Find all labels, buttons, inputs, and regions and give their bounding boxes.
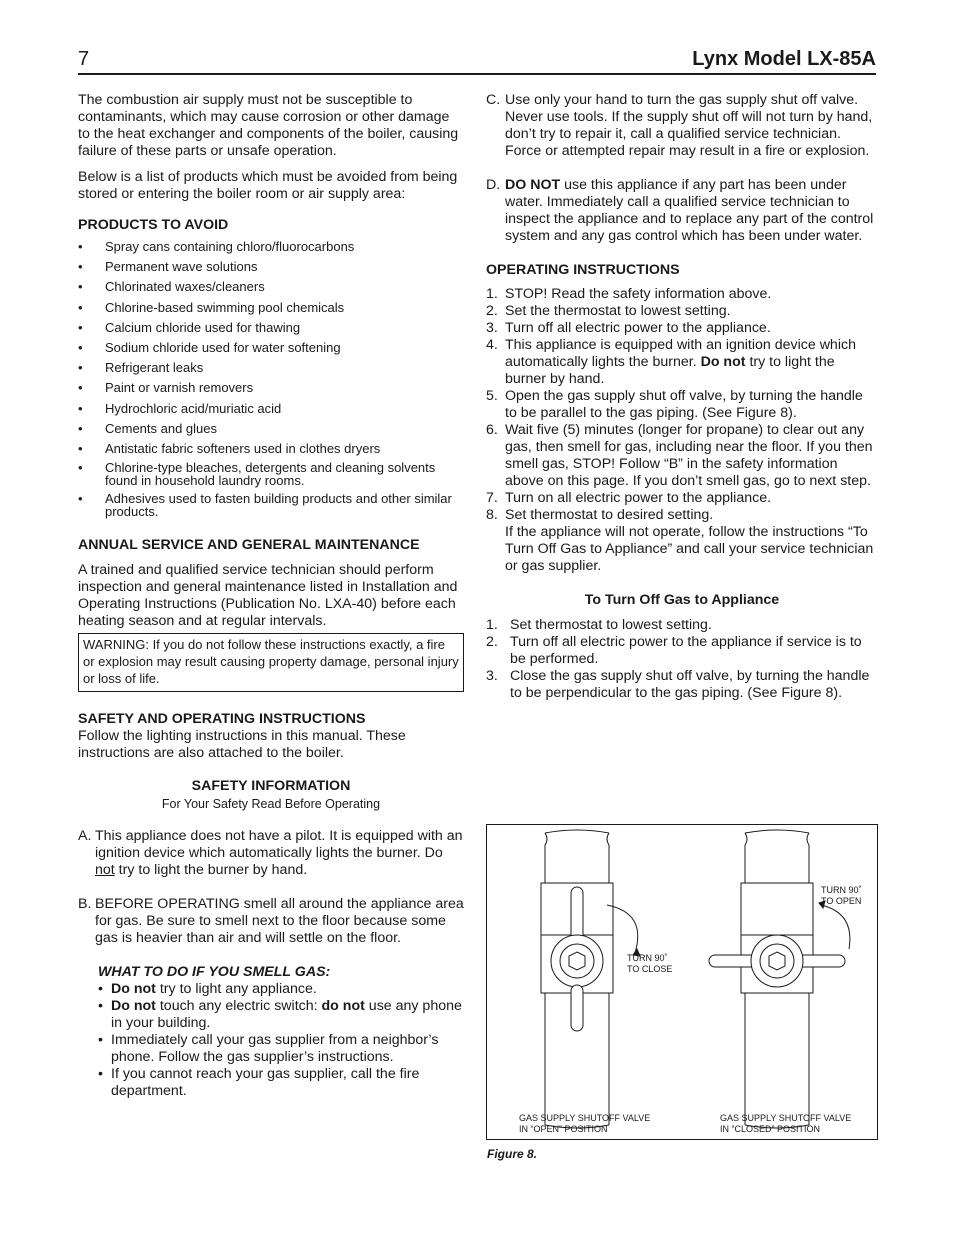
emphasis-not: not [95,862,115,879]
text: Turn off all electric power to the appliance if service is to be performed. [510,634,862,667]
operating-list [486,286,878,575]
list-item: 5. Open the gas supply shut off valve, by turning the handle to be parallel to the gas piping. (See Figure 8). [486,388,863,421]
list-item: • Refrigerant leaks [78,360,464,375]
text: Set thermostat to desired setting. [505,507,714,523]
safety-ops-text: Follow the lighting instructions in this manual. These instructions are also attached to the boiler. [78,728,406,762]
bold-text: Do not [111,998,156,1015]
page-title: Lynx Model LX-85A [692,48,876,70]
closed-valve-illustration [709,830,850,1128]
item-marker: C. [486,92,501,108]
text: Wait five (5) minutes (longer for propane) to clear out any gas, then smell for gas, including near the floor. If you then smell gas, STOP! Follow “B” in the safety information above on this page. If you don’t smell gas, go to next step. [505,422,873,489]
item-d [486,177,878,245]
item-a [78,828,464,879]
text: Set the thermostat to lowest setting. [505,303,731,319]
text: Turn on all electric power to the appliance. [505,490,772,506]
list-item: • Hydrochloric acid/muriatic acid [78,401,464,416]
closed-position-caption: GAS SUPPLY SHUTOFF VALVE [720,1113,852,1123]
list-item: • Antistatic fabric softeners used in clothes dryers [78,441,464,456]
turn-open-label: TURN 90˚ [821,885,862,895]
warning-box: WARNING: If you do not follow these instructions exactly, a fire or explosion may result causing property damage, personal injury or loss of life. [78,633,464,692]
safety-info-heading: SAFETY INFORMATION [191,778,351,795]
turnoff-list [486,617,878,702]
list-item: • Calcium chloride used for thawing [78,320,464,335]
text: Close the gas supply shut off valve, by turning the handle to be perpendicular to the gas piping. (See Figure 8). [510,668,870,701]
list-item: 4. This appliance is equipped with an ignition device which automatically lights the burner. Do not try to light the burner by hand. [486,337,856,387]
list-item: • Paint or varnish removers [78,380,464,395]
operating-heading: OPERATING INSTRUCTIONS [486,262,680,278]
bold-text: Do not [111,981,156,998]
text: try to light any appliance. [155,981,317,998]
bold-text: DO NOT [505,177,561,193]
bold-text: Do not [700,354,746,370]
figure-caption: Figure 8. [487,1147,538,1161]
header-rule [78,73,876,75]
item-c-text: Use only your hand to turn the gas supply shut off valve. Never use tools. If the supply shut off will not turn by hand, don’t try to repair it, call a qualified service technician. Force or attempted repair may result in a fire or explosion. [505,92,873,159]
list-item: • Cements and glues [78,421,464,436]
turn-close-label: TURN 90˚ [627,953,668,963]
safety-ops-heading: SAFETY AND OPERATING INSTRUCTIONS [78,711,366,728]
open-valve-illustration [541,830,640,1128]
text: This appliance is equipped with an ignition device which automatically lights the burner. [505,337,856,370]
list-item [78,981,464,998]
text: Open the gas supply shut off valve, by turning the handle to be parallel to the gas piping. (See Figure 8). [505,388,863,421]
products-heading: PRODUCTS TO AVOID [78,217,229,233]
text: Set thermostat to lowest setting. [510,617,712,633]
item-marker: D. [486,177,501,193]
list-item: • Chlorine-based swimming pool chemicals [78,300,464,315]
intro-paragraph: The combustion air supply must not be susceptible to contaminants, which may cause corrosion or other damage to the heat exchanger and components of the boiler, causing failure of these parts or unsafe operation. [78,92,459,159]
item-marker: A. [78,828,92,845]
valve-diagram [487,825,877,1139]
page-number: 7 [78,48,90,70]
turn-open-label: TO OPEN [821,896,862,906]
list-item: • Chlorine-type bleaches, detergents and cleaning solvents found in household laundry rooms. [78,461,464,487]
smell-gas-heading: WHAT TO DO IF YOU SMELL GAS: [98,964,331,981]
bold-text: do not [321,998,365,1015]
list-item: 6. Wait five (5) minutes (longer for propane) to clear out any gas, then smell for gas, including near the floor. If you then smell gas, STOP! Follow “B” in the safety information above on this page. If you don’t smell gas, go to next step. [486,422,873,489]
list-item: 2. Set the thermostat to lowest setting. [486,303,731,319]
right-column [486,92,878,702]
figure-8 [486,824,878,1140]
item-b-text: BEFORE OPERATING smell all around the appliance area for gas. Be sure to smell next to the floor because some gas is heavier than air and will settle on the floor. [95,896,464,947]
text: Turn off all electric power to the appliance. [505,320,771,336]
annual-text: A trained and qualified service technician should perform inspection and general maintenance listed in Installation and Operating Instructions (Publication No. LXA-40) before each heating season and at regular intervals. [78,562,458,630]
item-marker: B. [78,896,92,913]
list-item: • Sodium chloride used for water softening [78,340,464,355]
item-a-text: This appliance does not have a pilot. It is equipped with an ignition device which automatically lights the burner. Do [95,828,463,862]
list-item: 8. Set thermostat to desired setting. If the appliance will not operate, follow the instructions “To Turn Off Gas to Appliance” and call your service technician or gas supplier. [486,507,874,574]
list-item: 7. Turn on all electric power to the appliance. [486,490,772,506]
list-item: • Spray cans containing chloro/fluorocarbons [78,239,464,254]
list-item: • Adhesives used to fasten building products and other similar products. [78,492,464,518]
turnoff-heading: To Turn Off Gas to Appliance [584,592,780,608]
safety-info-subheading: For Your Safety Read Before Operating [161,797,381,812]
list-item: 3. Close the gas supply shut off valve, by turning the handle to be perpendicular to the gas piping. (See Figure 8). [486,668,870,701]
item-d-text: use this appliance if any part has been under water. Immediately call a qualified service technician to inspect the appliance and to replace any part of the control system and any gas control which has been under water. [505,177,874,244]
list-item: 2. Turn off all electric power to the appliance if service is to be performed. [486,634,862,667]
list-item: 1. STOP! Read the safety information above. [486,286,772,302]
closed-position-caption: IN “CLOSED” POSITION [720,1124,821,1134]
intro-paragraph-2: Below is a list of products which must be avoided from being stored or entering the boiler room or air supply area: [78,169,458,202]
text: use any phone in your building. [111,998,462,1032]
text: If the appliance will not operate, follow the instructions “To Turn Off Gas to Appliance” and call your service technician or gas supplier. [505,524,874,574]
text: try to light the burner by hand. [505,354,835,387]
item-a-text-end: try to light the burner by hand. [114,862,308,879]
left-column [78,92,464,1100]
list-item: 1. Set thermostat to lowest setting. [486,617,712,633]
annual-heading: ANNUAL SERVICE AND GENERAL MAINTENANCE [78,537,420,554]
open-position-caption: IN “OPEN” POSITION [519,1124,608,1134]
list-item [78,998,464,1032]
list-item: • Chlorinated waxes/cleaners [78,279,464,294]
list-item: • Immediately call your gas supplier from a neighbor’s phone. Follow the gas supplier’s instructions. [78,1032,464,1066]
text: STOP! Read the safety information above. [505,286,772,302]
open-position-caption: GAS SUPPLY SHUTOFF VALVE [519,1113,651,1123]
turn-close-label: TO CLOSE [627,964,673,974]
text: touch any electric switch: [155,998,322,1015]
list-item: 3. Turn off all electric power to the appliance. [486,320,771,336]
list-item: • If you cannot reach your gas supplier, call the fire department. [78,1066,464,1100]
item-b [78,896,464,947]
smell-gas-list [78,981,464,1100]
list-item: • Permanent wave solutions [78,259,464,274]
products-list [78,239,464,518]
item-c [486,92,878,160]
